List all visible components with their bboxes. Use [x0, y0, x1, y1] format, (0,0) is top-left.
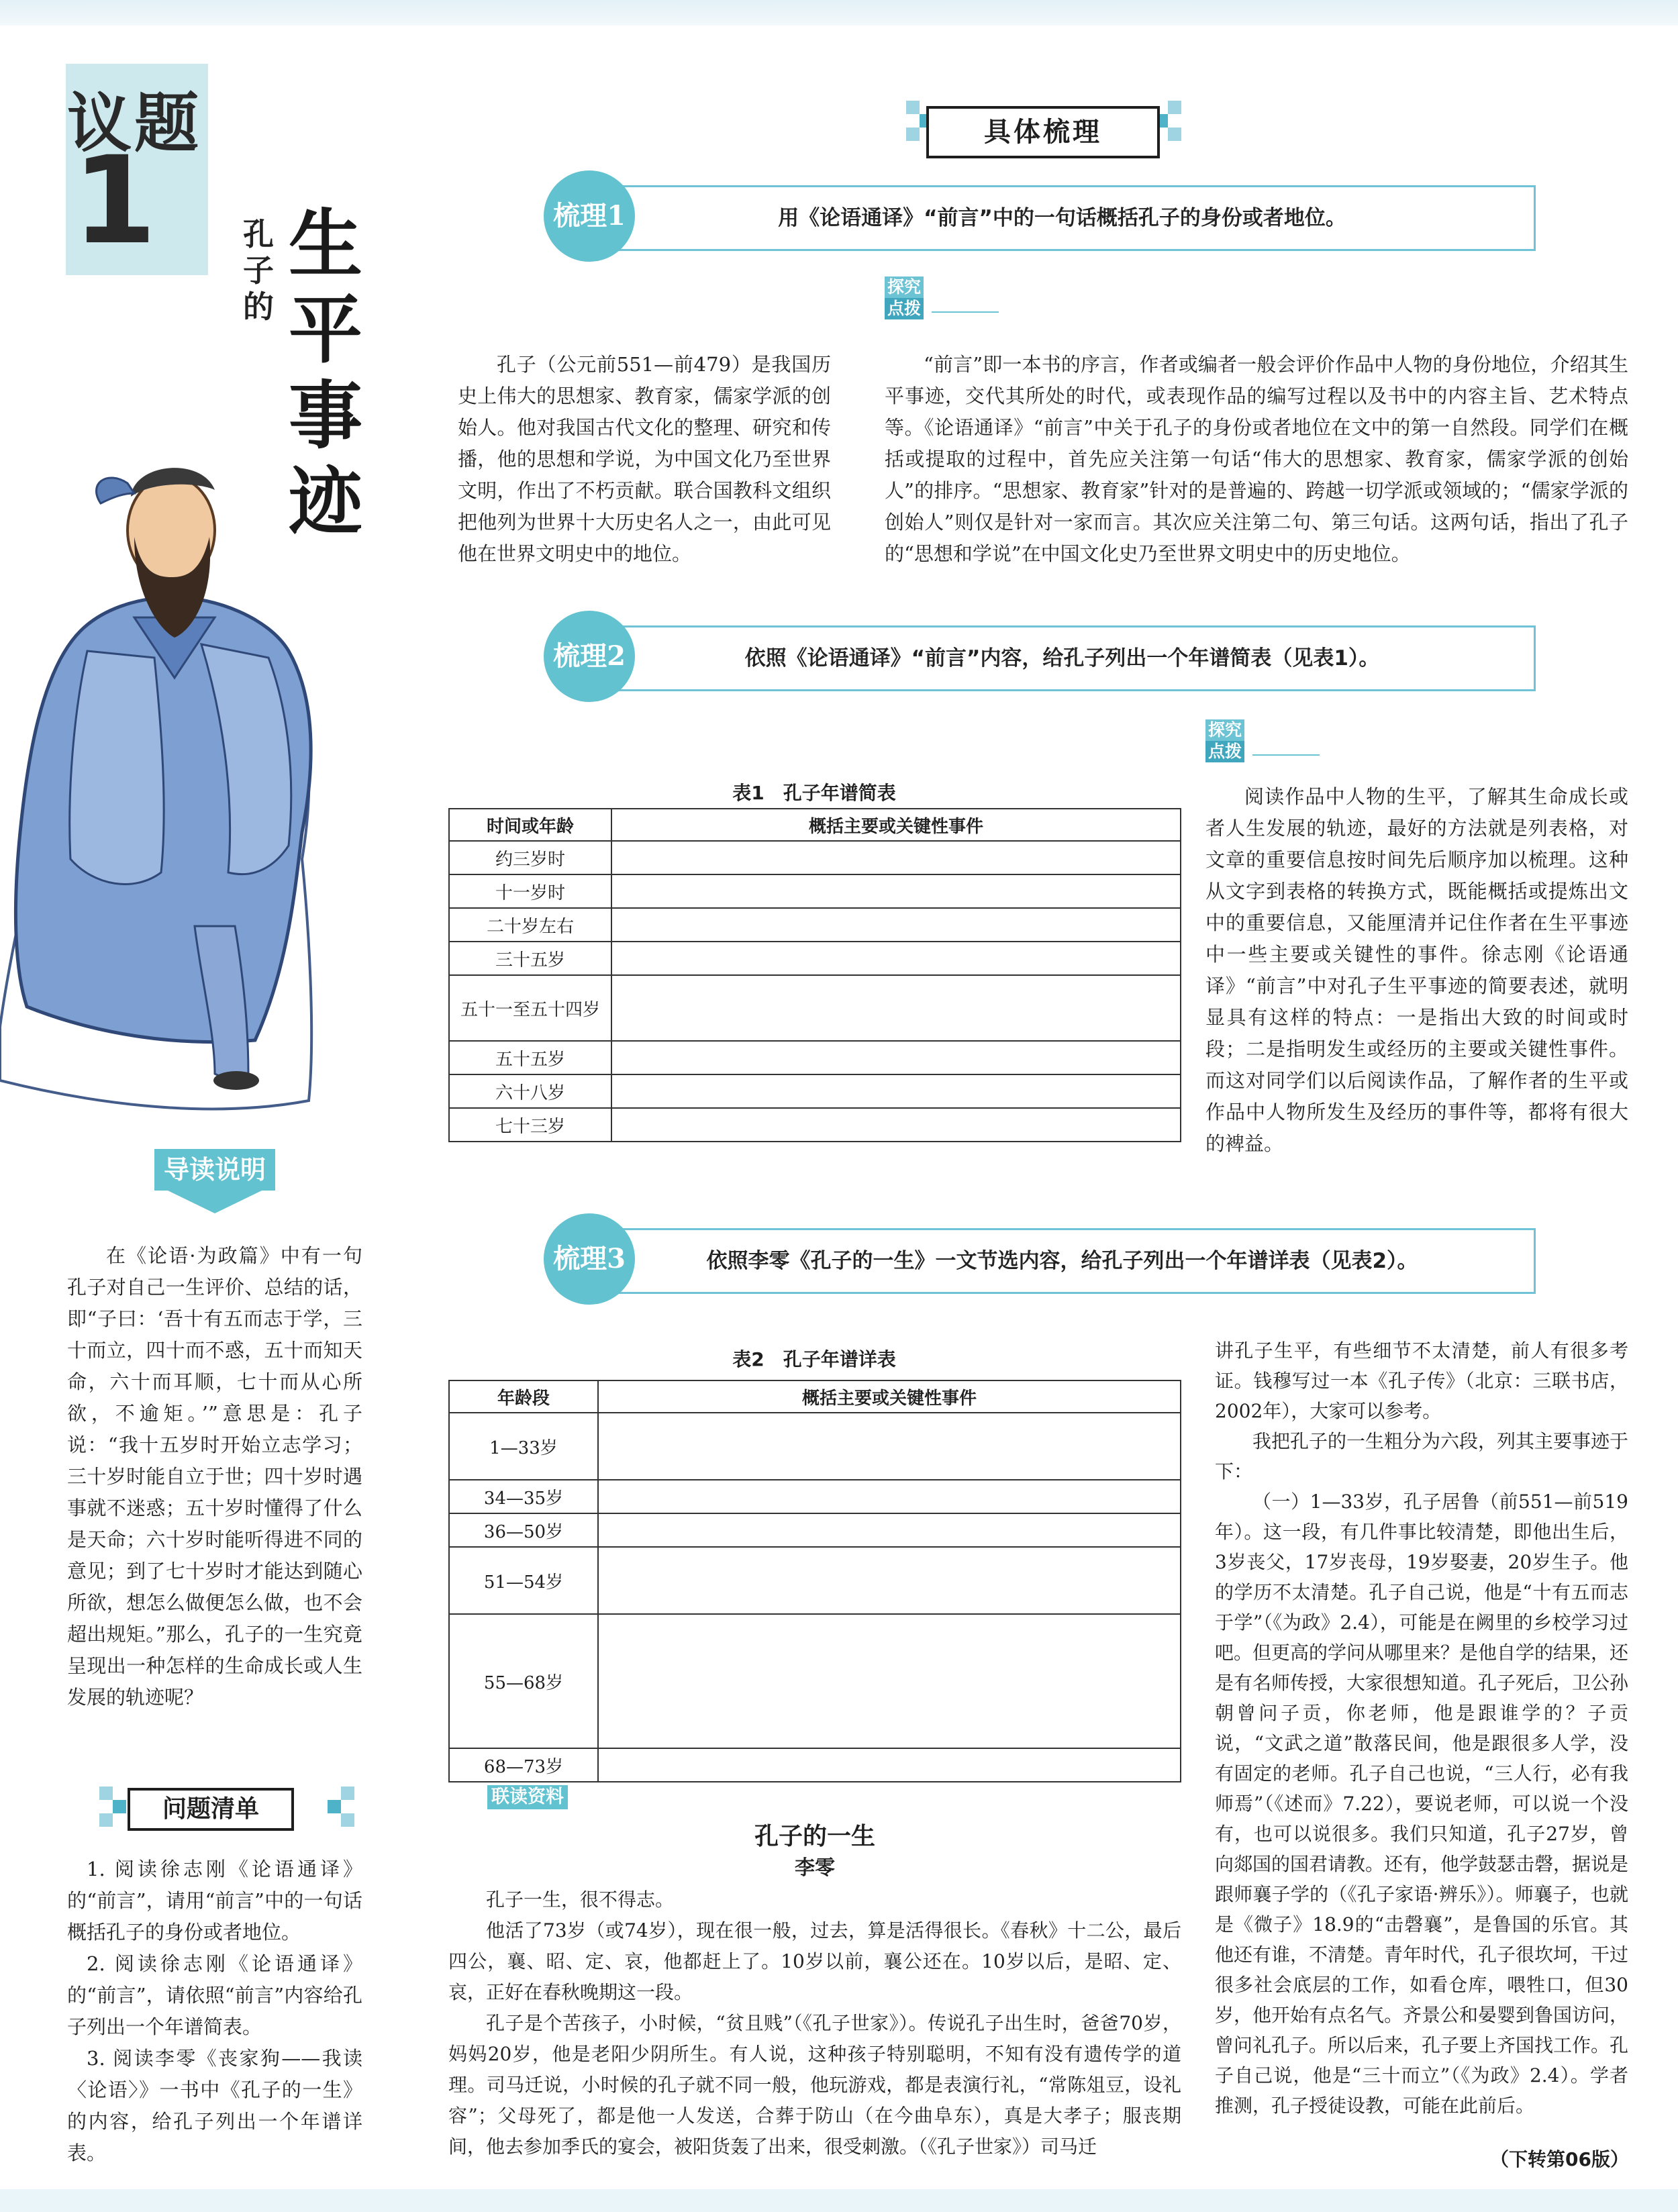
question-item: 1. 阅读徐志刚《论语通译》的“前言”，请用“前言”中的一句话概括孔子的身份或者地位。	[67, 1858, 362, 1944]
task-1-text: 用《论语通译》“前言”中的一句话概括孔子的身份或者地位。	[778, 206, 1346, 230]
question-list-title: 问题清单	[128, 1788, 294, 1831]
task-2-tip-paragraph: 阅读作品中人物的生平，了解其生命成长或者人生发展的轨迹，最好的方法就是列表格，对文章的重要信息按时间先后顺序加以梳理。这种从文字到表格的转换方式，既能概括或提炼出文中的重要信息，又能厘清并记住作者在生平事迹中一些主要或关键性的事件。徐志刚《论语通译》“前言”中对孔子生平事迹的简要表述，就明显具有这样的特点：一是指出大致的时间或时段；二是指明发生或经历的主要或关键性事件。而这对同学们以后阅读作品，了解作者的生平或作品中人物所发生及经历的事件等，都将有很大的裨益。	[1205, 785, 1628, 1155]
top-decor-bar	[0, 0, 1678, 26]
reading-right-column	[1215, 1336, 1628, 2121]
task-3-box	[591, 1228, 1536, 1294]
table-1-event-cell[interactable]	[611, 1041, 1181, 1074]
table-row	[449, 1513, 1181, 1547]
tip-underline	[932, 311, 999, 313]
task-2-badge: 梳理2	[544, 611, 635, 702]
confucius-illustration	[0, 456, 416, 1127]
task-1-right-text	[885, 349, 1628, 570]
task-2-tip-text	[1205, 781, 1628, 1160]
question-item: 2. 阅读徐志刚《论语通译》的“前言”，请依照“前言”内容给孔子列出一个年谱简表。	[67, 1952, 362, 2038]
guide-text-block	[67, 1240, 362, 1713]
table-2-header: 年龄段	[449, 1380, 598, 1413]
reading-paragraph: （一）1—33岁，孔子居鲁（前551—前519年）。这一段，有几件事比较清楚，即他出生后，3岁丧父，17岁丧母，19岁娶妻，20岁生子。他的学历不太清楚。孔子自己说，他是“十有五而志于学”（《为政》2.4），可能是在阙里的乡校学习过吧。但更高的学问从哪里来？是他自学的结果，还是有名师传授，大家很想知道。孔子死后，卫公孙朝曾问子贡，你老师，他是跟谁学的？子贡说，“文武之道”散落民间，他是跟很多人学，没有固定的老师。孔子自己也说，“三人行，必有我师焉”（《述而》7.22），要说老师，可以说一个没有，也可以说很多。我们只知道，孔子27岁，曾向郯国的国君请教。还有，他学鼓瑟击磬，据说是跟师襄子学的（《孔子家语·辨乐》）。师襄子，也就是《微子》18.9的“击磬襄”，是鲁国的乐官。其他还有谁，不清楚。青年时代，孔子很坎坷，干过很多社会底层的工作，如看仓库，喂牲口，但30岁，他开始有点名气。齐景公和晏婴到鲁国访问，曾问礼孔子。所以后来，孔子要上齐国找工作。孔子自己说，他是“三十而立”（《为政》2.4）。学者推测，孔子授徒设教，可能在此前后。	[1215, 1491, 1629, 2117]
task-3-badge: 梳理3	[544, 1213, 635, 1305]
table-2-header-row	[449, 1380, 1181, 1413]
table-row	[449, 1074, 1181, 1108]
table-1-event-cell[interactable]	[611, 841, 1181, 874]
table-row	[449, 1413, 1181, 1480]
table-row	[449, 874, 1181, 908]
reading-paragraph: 孔子是个苦孩子，小时候，“贫且贱”（《孔子世家》）。传说孔子出生时，爸爸70岁，妈妈20岁，他是老阳少阴所生。有人说，这种孩子特别聪明，不知有没有遗传学的道理。司马迁说，小时候的孔子就不同一般，他玩游戏，都是表演行礼，“常陈俎豆，设礼容”；父母死了，都是他一人发送，合葬于防山（在今曲阜东），真是大孝子；服丧期间，他去参加季氏的宴会，被阳货轰了出来，很受刺激。（《孔子世家》）司马迁	[448, 2012, 1181, 2158]
table-row	[449, 1041, 1181, 1074]
subtitle-char: 迹	[289, 458, 362, 545]
guide-paragraph: 在《论语·为政篇》中有一句孔子对自己一生评价、总结的话，即“子曰：‘吾十有五而志于学，三十而立，四十而不惑，五十而知天命，六十而耳顺，七十而从心所欲，不逾矩。’”意思是：孔子说：“我十五岁时开始立志学习；三十岁时能自立于世；四十岁时遇事就不迷惑；五十岁时懂得了什么是天命；六十岁时能听得进不同的意见；到了七十岁时才能达到随心所欲，想怎么做便怎么做，也不会超出规矩。”那么，孔子的一生究竟呈现出一种怎样的生命成长或人生发展的轨迹呢？	[67, 1244, 362, 1709]
table-row	[449, 1480, 1181, 1513]
subtitle-char: 子	[243, 252, 274, 289]
table-2-age-cell: 36—50岁	[449, 1513, 598, 1547]
table-1-event-cell[interactable]	[611, 942, 1181, 975]
reading-label: 联读资料	[487, 1785, 568, 1809]
guide-banner-arrow	[168, 1191, 262, 1213]
table-1-header: 时间或年龄	[449, 809, 611, 841]
subtitle-char: 平	[289, 287, 362, 373]
task-2-box	[591, 625, 1536, 691]
tip-label	[885, 276, 924, 319]
task-1-box	[591, 185, 1536, 251]
table-1-age-cell: 五十一至五十四岁	[449, 975, 611, 1041]
table-2-event-cell[interactable]	[598, 1513, 1181, 1547]
table-1-caption: 表1 孔子年谱简表	[732, 782, 896, 804]
table-2-event-cell[interactable]	[598, 1748, 1181, 1782]
table-1-age-cell: 五十五岁	[449, 1041, 611, 1074]
table-1-event-cell[interactable]	[611, 1108, 1181, 1142]
task-1-tip-paragraph: “前言”即一本书的序言，作者或编者一般会评价作品中人物的身份地位，介绍其生平事迹，交代其所处的时代，或表现作品的编写过程以及书中的内容主旨、艺术特点等。《论语通译》“前言”中关于孔子的身份或者地位在文中的第一自然段。同学们在概括或提取的过程中，首先应关注第一句话“伟大的思想家、教育家，儒家学派的创始人”的排序。“思想家、教育家”针对的是普遍的、跨越一切学派或领域的；“儒家学派的创始人”则仅是针对一家而言。其次应关注第二句、第三句话。这两句话，指出了孔子的“思想和学说”在中国文化史乃至世界文明史中的历史地位。	[885, 353, 1628, 565]
table-row	[449, 975, 1181, 1041]
issue-label: 议题	[67, 85, 201, 161]
reading-author: 李零	[795, 1856, 835, 1880]
reading-left-column	[448, 1884, 1181, 2162]
subtitle-char: 的	[243, 289, 274, 325]
table-2-age-cell: 55—68岁	[449, 1614, 598, 1748]
table-1-event-cell[interactable]	[611, 975, 1181, 1041]
table-2-age-cell: 34—35岁	[449, 1480, 598, 1513]
reading-paragraph: 他活了73岁（或74岁），现在很一般，过去，算是活得很长。《春秋》十二公，最后四公，襄、昭、定、哀，他都赶上了。10岁以前，襄公还在。10岁以后，是昭、定、哀，正好在春秋晚期这一段。	[448, 1919, 1181, 2003]
bottom-decor-bar	[0, 2189, 1678, 2212]
table-2-header: 概括主要或关键性事件	[598, 1380, 1181, 1413]
continued-note: （下转第06版）	[1490, 2148, 1629, 2170]
task-1-left-paragraph: 孔子（公元前551—前479）是我国历史上伟大的思想家、教育家，儒家学派的创始人。他对我国古代文化的整理、研究和传播，他的思想和学说，为中国文化乃至世界文明，作出了不朽贡献。联合国教科文组织把他列为世界十大历史名人之一，由此可见他在世界文明史中的地位。	[458, 353, 831, 565]
table-1-age-cell: 六十八岁	[449, 1074, 611, 1108]
table-1-age-cell: 七十三岁	[449, 1108, 611, 1142]
task-3-text: 依照李零《孔子的一生》一文节选内容，给孔子列出一个年谱详表（见表2）。	[706, 1249, 1418, 1273]
tip-label-2	[1205, 719, 1244, 762]
table-row	[449, 908, 1181, 942]
question-list	[67, 1854, 362, 2169]
task-1-left-text	[458, 349, 831, 570]
table-row	[449, 1108, 1181, 1142]
table-1-event-cell[interactable]	[611, 874, 1181, 908]
reading-title: 孔子的一生	[754, 1823, 875, 1850]
table-row	[449, 1614, 1181, 1748]
tip-label-part: 探究	[885, 276, 924, 298]
table-2	[448, 1380, 1181, 1782]
table-1	[448, 808, 1181, 1142]
table-1-header-row	[449, 809, 1181, 841]
table-2-event-cell[interactable]	[598, 1547, 1181, 1614]
table-row	[449, 841, 1181, 874]
reading-paragraph: 孔子一生，很不得志。	[486, 1889, 675, 1911]
table-2-event-cell[interactable]	[598, 1413, 1181, 1480]
table-1-event-cell[interactable]	[611, 908, 1181, 942]
table-row	[449, 1547, 1181, 1614]
tip-label-part: 点拨	[1205, 741, 1244, 762]
table-2-event-cell[interactable]	[598, 1614, 1181, 1748]
table-2-age-cell: 68—73岁	[449, 1748, 598, 1782]
task-2-text: 依照《论语通译》“前言”内容，给孔子列出一个年谱简表（见表1）。	[744, 646, 1380, 670]
guide-title: 导读说明	[154, 1149, 275, 1191]
table-2-caption: 表2 孔子年谱详表	[732, 1348, 896, 1370]
table-1-age-cell: 三十五岁	[449, 942, 611, 975]
question-item: 3. 阅读李零《丧家狗——我读〈论语〉》一书中《孔子的一生》的内容，给孔子列出一个年谱详表。	[67, 2047, 362, 2164]
section-title: 具体梳理	[926, 106, 1160, 158]
task-1-badge: 梳理1	[544, 170, 635, 262]
table-2-event-cell[interactable]	[598, 1480, 1181, 1513]
table-1-header: 概括主要或关键性事件	[611, 809, 1181, 841]
tip-label-part: 点拨	[885, 298, 924, 319]
reading-paragraph: 讲孔子生平，有些细节不太清楚，前人有很多考证。钱穆写过一本《孔子传》（北京：三联书店，2002年），大家可以参考。	[1215, 1340, 1628, 1422]
reading-paragraph: 我把孔子的一生粗分为六段，列其主要事迹于下：	[1215, 1430, 1629, 1482]
table-1-event-cell[interactable]	[611, 1074, 1181, 1108]
table-1-age-cell: 十一岁时	[449, 874, 611, 908]
table-2-age-cell: 51—54岁	[449, 1547, 598, 1614]
tip-underline	[1252, 754, 1320, 756]
table-1-age-cell: 约三岁时	[449, 841, 611, 874]
subtitle-char: 事	[289, 372, 362, 459]
table-1-age-cell: 二十岁左右	[449, 908, 611, 942]
subtitle-char: 生	[289, 201, 362, 287]
subtitle-small	[238, 216, 279, 325]
issue-number: 1	[72, 131, 157, 271]
table-row	[449, 1748, 1181, 1782]
table-2-age-cell: 1—33岁	[449, 1413, 598, 1480]
table-row	[449, 942, 1181, 975]
subtitle-char: 孔	[243, 216, 274, 252]
tip-label-part: 探究	[1205, 719, 1244, 741]
